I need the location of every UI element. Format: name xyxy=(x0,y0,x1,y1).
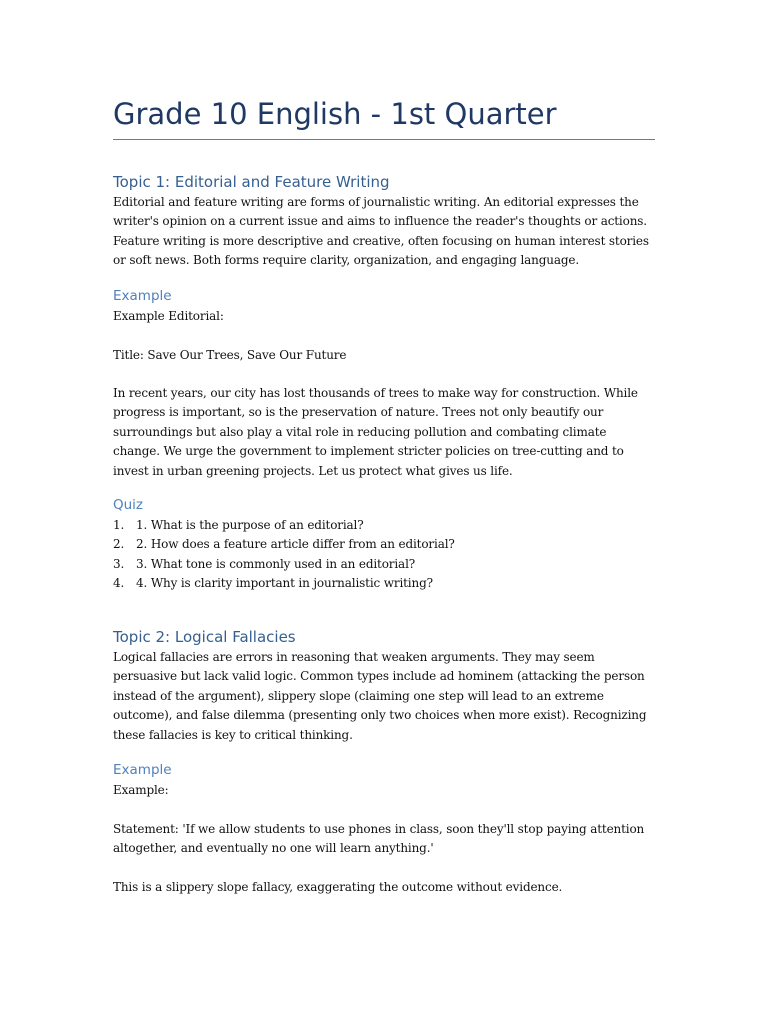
topic-2-intro: Logical fallacies are errors in reasoning that weaken arguments. They may seem persuasive but lack valid logic. Common types include ad hominem (attacking the person instead of the argument), slippery slope (claiming one step will lead to an extreme outcome), and false dilemma (presenting only two choices when more exist). Recognizing these fallacies is key to critical thinking. xyxy=(113,650,647,742)
quiz-list xyxy=(113,516,655,594)
quiz-heading: Quiz xyxy=(113,497,144,513)
topic-2-example-heading: Example xyxy=(113,762,172,778)
topic-1-example-title-block xyxy=(113,346,655,365)
topic-2-statement-block xyxy=(113,820,655,859)
quiz-item-text: 2. How does a feature article differ from an editorial? xyxy=(136,537,455,552)
quiz-item-number: 4. xyxy=(113,576,125,591)
topic-2-explanation-block xyxy=(113,878,655,897)
topic-2-example-section xyxy=(113,759,655,800)
quiz-item-number: 2. xyxy=(113,537,125,552)
quiz-item xyxy=(113,574,655,593)
quiz-item-text: 4. Why is clarity important in journalistic writing? xyxy=(136,576,433,591)
document-title: Grade 10 English - 1st Quarter xyxy=(113,97,557,131)
topic-1-example-section xyxy=(113,285,655,326)
topic-2-example-explanation: This is a slippery slope fallacy, exaggerating the outcome without evidence. xyxy=(113,880,563,894)
topic-1-example-body-block xyxy=(113,384,655,481)
topic-1-quiz-section xyxy=(113,494,655,594)
quiz-item-text: 3. What tone is commonly used in an editorial? xyxy=(136,556,416,571)
topic-1-intro: Editorial and feature writing are forms of journalistic writing. An editorial expresses the writer's opinion on a current issue and aims to influence the reader's thoughts or actions. Feature writing is more descriptive and creative, often focusing on human interest stories or soft news. Both forms require clarity, organization, and engaging language. xyxy=(113,195,649,268)
topic-2-heading: Topic 2: Logical Fallacies xyxy=(113,628,296,646)
title-divider xyxy=(113,139,655,140)
topic-1-example-heading: Example xyxy=(113,288,172,304)
quiz-item-number: 1. xyxy=(113,518,125,532)
topic-2-example-label: Example: xyxy=(113,783,169,797)
topic-1-example-label: Example Editorial: xyxy=(113,309,224,323)
topic-1-heading: Topic 1: Editorial and Feature Writing xyxy=(113,173,390,191)
topic-1-section xyxy=(113,171,655,271)
topic-2-section xyxy=(113,626,655,745)
quiz-item xyxy=(113,555,655,574)
quiz-item-number: 3. xyxy=(113,556,125,571)
topic-1-example-body: In recent years, our city has lost thousands of trees to make way for construction. While progress is important, so is the preservation of nature. Trees not only beautify our surroundings but also play a vital role in reducing pollution and combating climate change. We urge the government to implement stricter policies on tree-cutting and to invest in urban greening projects. Let us protect what gives us life. xyxy=(113,386,638,478)
topic-1-example-title: Title: Save Our Trees, Save Our Future xyxy=(113,348,347,362)
quiz-item xyxy=(113,516,655,535)
quiz-item-text: 1. What is the purpose of an editorial? xyxy=(136,518,364,532)
quiz-item xyxy=(113,535,655,554)
topic-2-example-statement: Statement: 'If we allow students to use phones in class, soon they'll stop paying attention altogether, and eventually no one will learn anything.' xyxy=(113,822,645,856)
